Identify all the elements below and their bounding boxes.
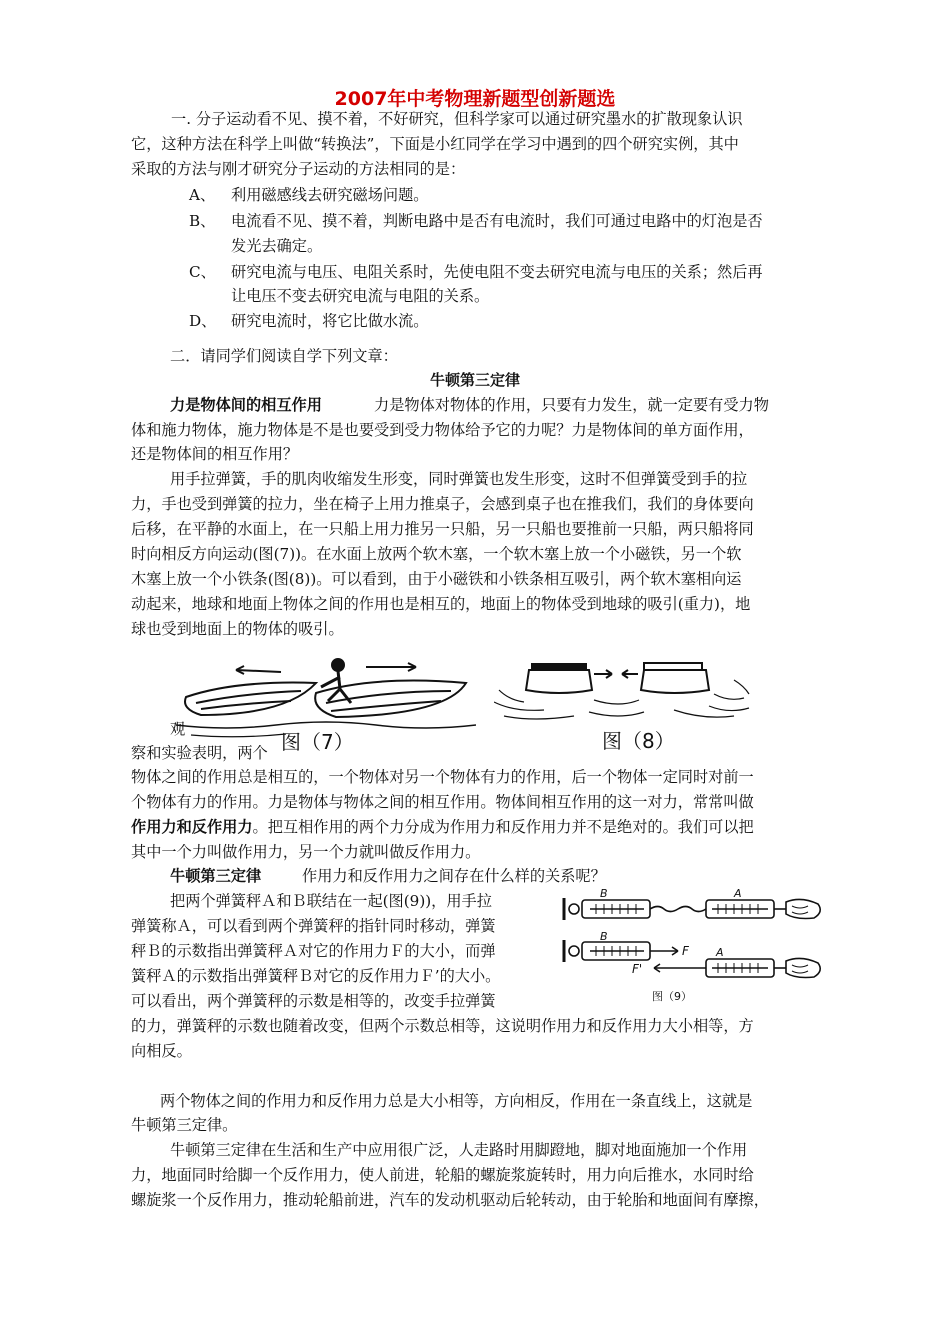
figure-8-corks [494, 650, 754, 755]
bold-term-action-reaction: 作用力和反作用力 [131, 818, 253, 836]
figure-7-caption: 图（7） [281, 730, 354, 754]
fig9-label-b-top: B [600, 887, 608, 900]
figure-8-caption: 图（8） [602, 729, 675, 753]
fig9-label-a-bottom: A [716, 946, 724, 959]
para2-line-2: 力，手也受到弹簧的拉力，坐在椅子上用力推桌子，会感到桌子也在推我们，我们的身体要向 [131, 495, 754, 513]
para6-line-1: 牛顿第三定律在生活和生产中应用很广泛，人走路时用脚蹬地，脚对地面施加一个作用 [170, 1141, 748, 1159]
fig9-label-f-prime: F' [632, 962, 643, 976]
para6-line-3: 螺旋浆一个反作用力，推动轮船前进，汽车的发动机驱动后轮转动，由于轮胎和地面间有摩擦， [131, 1191, 769, 1209]
fig9-label-f: F [682, 944, 689, 958]
option-a-text: 利用磁感线去研究磁场问题。 [231, 186, 429, 204]
section2-heading: 牛顿第三定律 [170, 867, 262, 885]
para2-line-1: 用手拉弹簧，手的肌肉收缩发生形变，同时弹簧也发生形变，这时不但弹簧受到手的拉 [170, 470, 748, 488]
option-c-text-1: 研究电流与电压、电阻关系时，先使电阻不变去研究电流与电压的关系；然后再 [231, 263, 763, 281]
para2-line-4: 时向相反方向运动(图(7))。在水面上放两个软木塞，一个软木塞上放一个小磁铁，另一个软 [131, 545, 742, 563]
option-b-label: B、 [189, 212, 216, 230]
para3-line-3-rest: 。把互相作用的两个力分成为作用力和反作用力并不是绝对的。我们可以把 [252, 818, 754, 836]
para3-line-1: 物体之间的作用总是相互的，一个物体对另一个物体有力的作用，后一个物体一定同时对前一 [131, 768, 754, 786]
section2-wrap-5: 可以看出，两个弹簧秤的示数是相等的，改变手拉弹簧 [131, 992, 496, 1010]
para2-line-5: 木塞上放一个小铁条(图(8))。可以看到，由于小磁铁和小铁条相互吸引，两个软木塞相向运 [131, 570, 742, 588]
section2-wrap-4: 簧秤Ａ的示数指出弹簧秤Ｂ对它的反作用力Ｆ’的大小。 [131, 967, 501, 985]
figure-9-caption: 图（9） [652, 990, 692, 1003]
q1-line-2: 它，这种方法在科学上叫做“转换法”，下面是小红同学在学习中遇到的四个研究实例，其中 [131, 135, 739, 153]
option-c-label: C、 [189, 263, 216, 281]
figure-9-spring-scales [556, 884, 828, 1008]
option-b-text-2: 发光去确定。 [231, 237, 323, 255]
q2-intro: 二．请同学们阅读自学下列文章： [170, 347, 398, 365]
option-a-label: A、 [189, 186, 216, 204]
option-c-text-2: 让电压不变去研究电流与电阻的关系。 [231, 287, 490, 305]
para2-line-3: 后移，在平静的水面上，在一只船上用力推另一只船，另一只船也要推前一只船，两只船将同 [131, 520, 754, 538]
page-title: 2007年中考物理新题型创新题选 [334, 88, 616, 110]
para2-line-7: 球也受到地面上的物体的吸引。 [131, 620, 344, 638]
section2-wrap-2: 弹簧称Ａ，可以看到两个弹簧秤的指针同时移动，弹簧 [131, 917, 496, 935]
fig9-label-b-bottom: B [600, 930, 608, 943]
para6-line-2: 力，地面同时给脚一个反作用力，使人前进，轮船的螺旋浆旋转时，用力向后推水，水同时给 [131, 1166, 754, 1184]
section2-wrap-1: 把两个弹簧秤Ａ和Ｂ联结在一起(图(9))，用手拉 [170, 892, 492, 910]
section1-line-1: 力是物体对物体的作用，只要有力发生，就一定要有受力物 [374, 396, 769, 414]
option-d-text: 研究电流时，将它比做水流。 [231, 312, 429, 330]
para3-line-4: 其中一个力叫做作用力，另一个力就叫做反作用力。 [131, 843, 481, 861]
para2-line-6: 动起来，地球和地面上物体之间的作用也是相互的，地面上的物体受到地球的吸引(重力)，地 [131, 595, 751, 613]
para5-line-2: 牛顿第三定律。 [131, 1116, 238, 1134]
article-title: 牛顿第三定律 [429, 371, 520, 389]
section2-line-1: 作用力和反作用力之间存在什么样的关系呢？ [302, 867, 606, 885]
figure-7-boats [176, 645, 476, 755]
section1-line-2: 体和施力物体，施力物体是不是也要受到受力物体给予它的力呢？力是物体间的单方面作用， [131, 421, 754, 439]
para3-wrap-2: 察和实验表明，两个 [131, 744, 268, 762]
fig9-label-a-top: A [734, 887, 742, 900]
q1-line-3: 采取的方法与刚才研究分子运动的方法相同的是： [131, 160, 466, 178]
para3-wrap-1: 观 [170, 720, 186, 738]
para5-line-1: 两个物体之间的作用力和反作用力总是大小相等，方向相反，作用在一条直线上，这就是 [160, 1092, 753, 1110]
para3-line-3 [131, 817, 754, 837]
para3-line-2: 个物体有力的作用。力是物体与物体之间的相互作用。物体间相互作用的这一对力，常常叫做 [131, 793, 754, 811]
section1-line-3: 还是物体间的相互作用？ [131, 445, 299, 463]
option-b-text-1: 电流看不见、摸不着，判断电路中是否有电流时，我们可通过电路中的灯泡是否 [231, 212, 763, 230]
q1-line-1: 一. 分子运动看不见、摸不着，不好研究，但科学家可以通过研究墨水的扩散现象认识 [171, 110, 743, 128]
section2-line-6: 的力，弹簧秤的示数也随着改变，但两个示数总相等，这说明作用力和反作用力大小相等，方 [131, 1017, 754, 1035]
section1-heading: 力是物体间的相互作用 [170, 396, 322, 414]
section2-wrap-3: 秤Ｂ的示数指出弹簧秤Ａ对它的作用力Ｆ的大小，而弹 [131, 942, 496, 960]
option-d-label: D、 [189, 312, 217, 330]
section2-line-7: 向相反。 [131, 1042, 192, 1060]
